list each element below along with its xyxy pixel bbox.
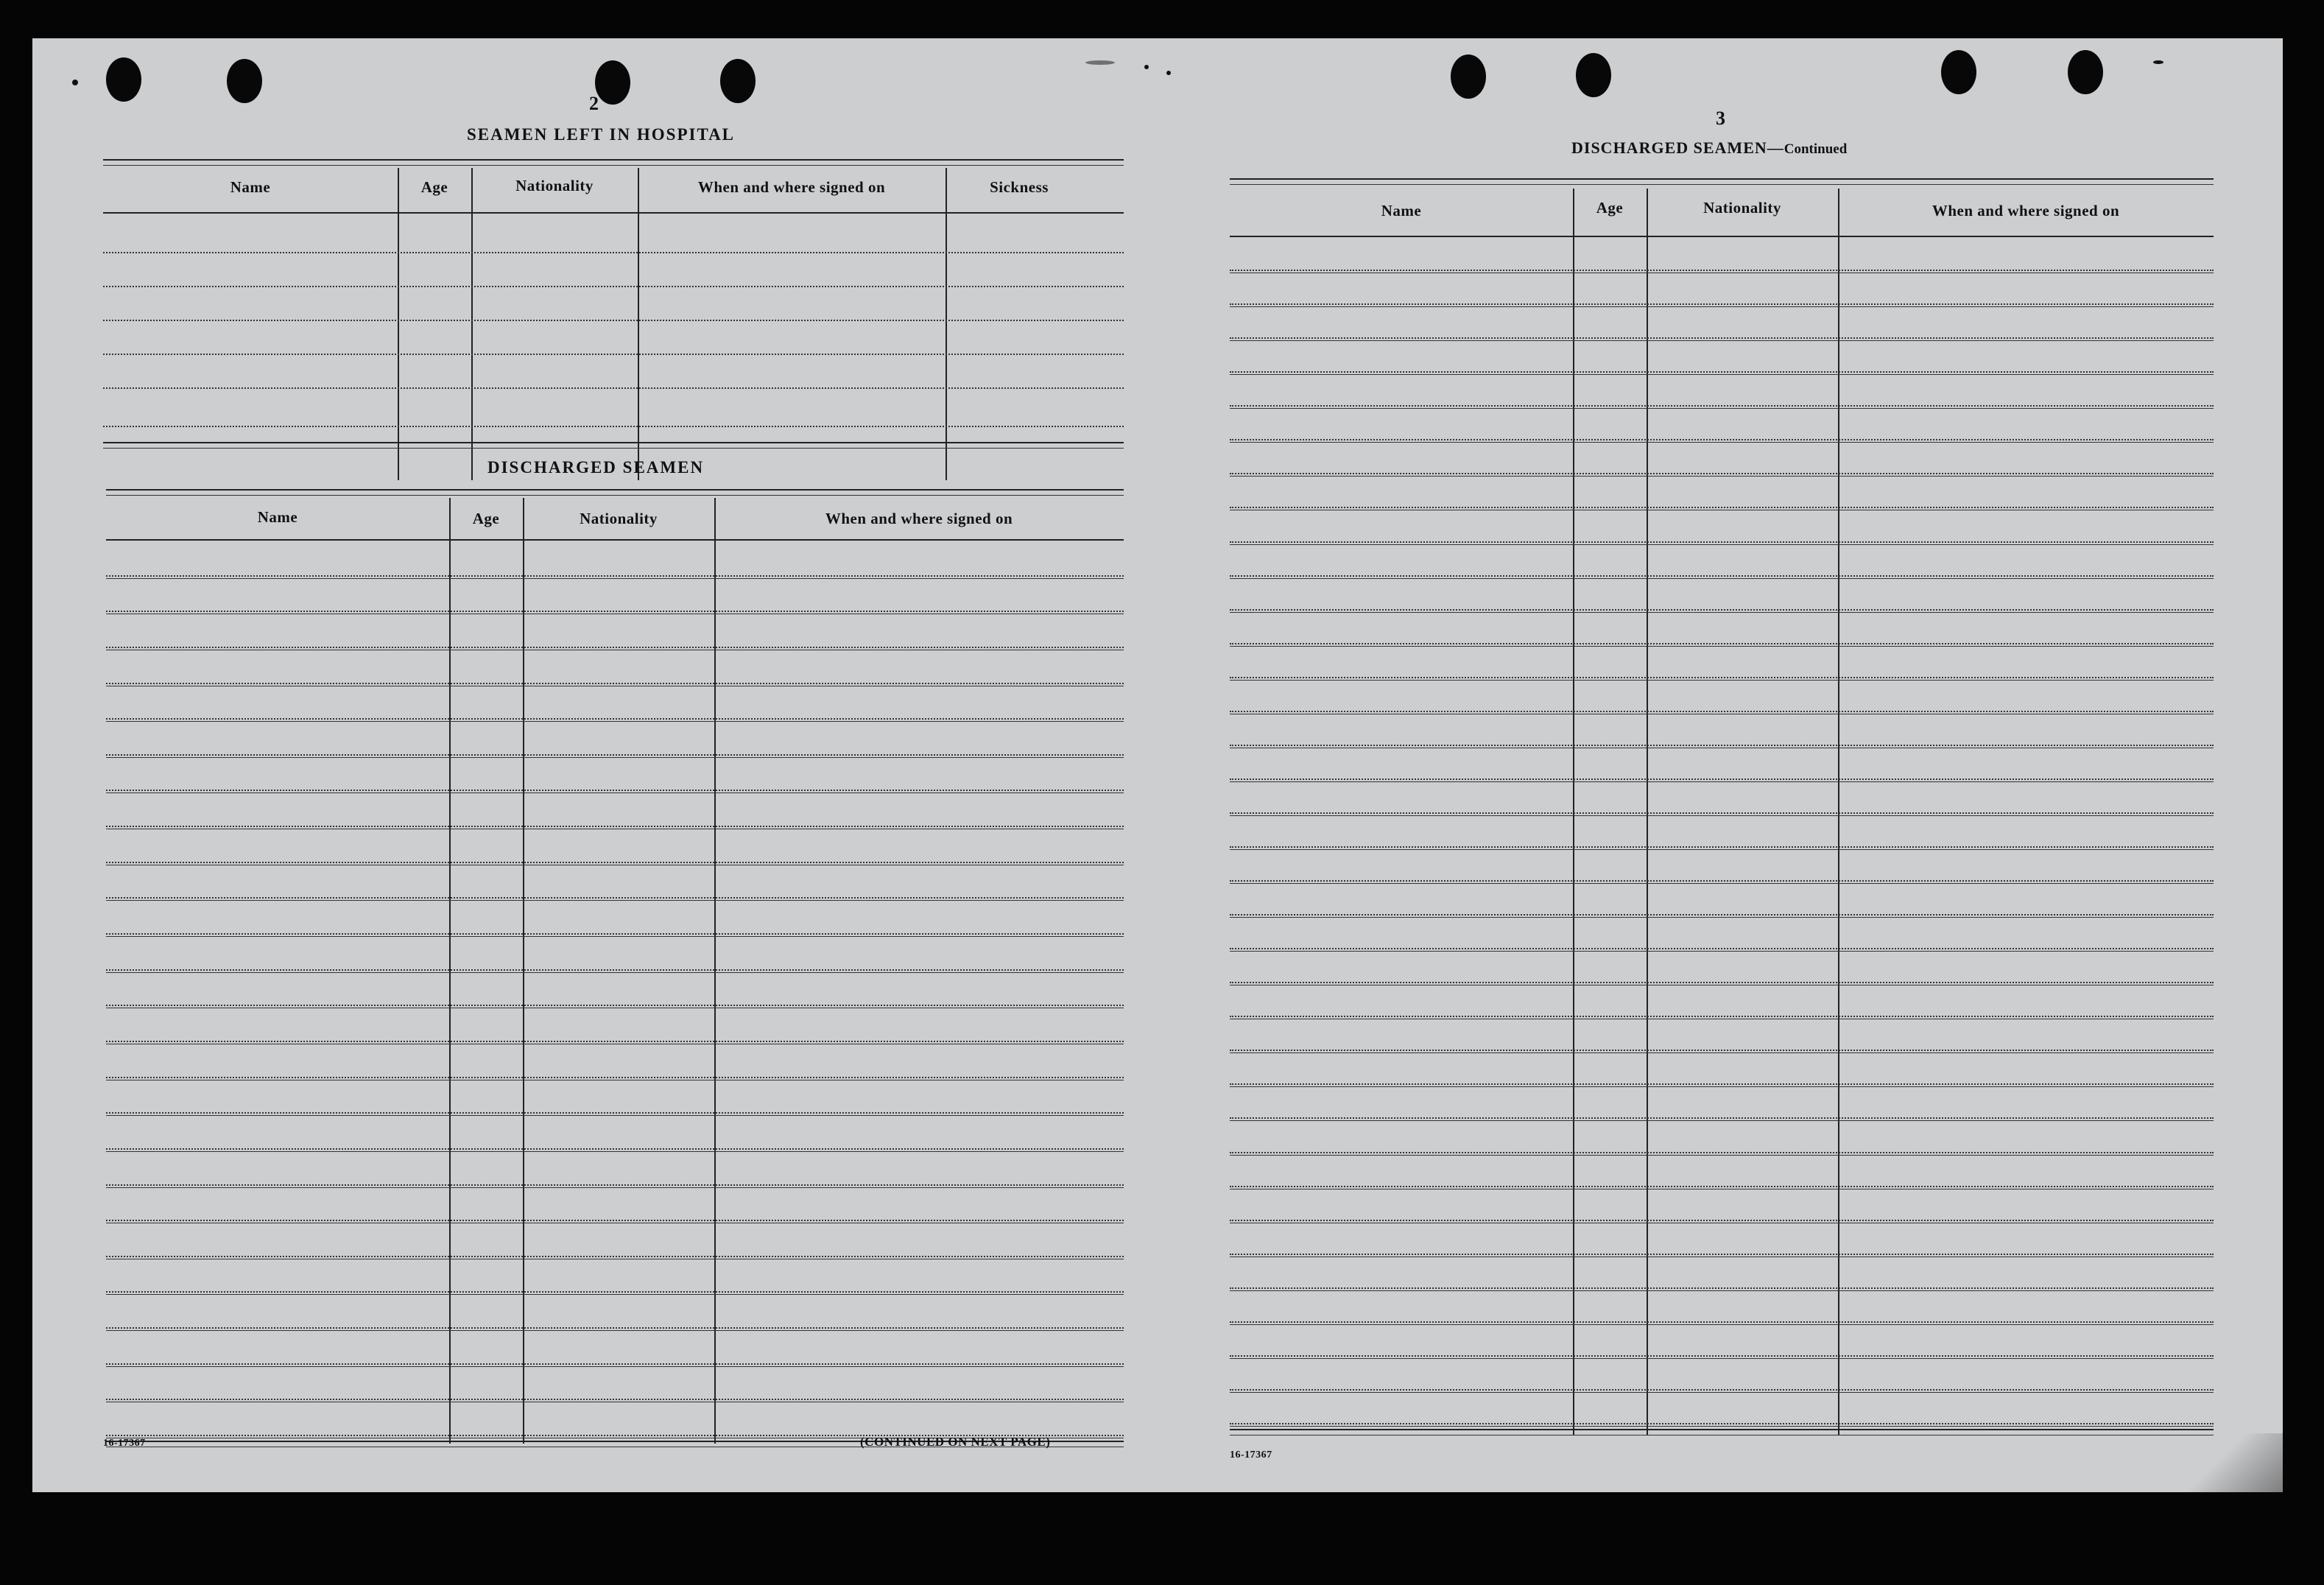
right-table-bottom-rule [1230, 1429, 2214, 1430]
punch-hole [595, 60, 630, 105]
table-row-line [1230, 1355, 2214, 1357]
table-row-line [1230, 779, 2214, 780]
table-row-line [1230, 643, 2214, 644]
ink-speck [1085, 60, 1115, 65]
table-row-line [1230, 745, 2214, 746]
hospital-col-nationality: Nationality [515, 177, 594, 194]
table-row-rule [1230, 917, 2214, 918]
table-row-rule [106, 1115, 1124, 1116]
hospital-row-line [103, 426, 1124, 427]
table-row-line [106, 647, 1124, 648]
hospital-col-name: Name [230, 178, 271, 196]
table-row-line [106, 1077, 1124, 1078]
right-form-number: 16-17367 [1230, 1449, 1272, 1461]
table-row-line [1230, 1287, 2214, 1289]
hospital-col-age: Age [420, 178, 448, 196]
table-row-rule [1230, 1290, 2214, 1291]
table-row-rule [1230, 951, 2214, 952]
table-row-line [106, 897, 1124, 899]
table-row-rule [106, 792, 1124, 793]
table-row-line [1230, 473, 2214, 474]
right-col-age: Age [1596, 199, 1624, 217]
hospital-section-title: SEAMEN LEFT IN HOSPITAL [467, 125, 736, 144]
table-row-rule [1230, 781, 2214, 782]
table-row-line [1230, 1117, 2214, 1119]
right-table-top-rule [1230, 184, 2214, 185]
table-row-rule [106, 578, 1124, 579]
table-row-rule [106, 900, 1124, 901]
left-form-number: 16-17367 [103, 1438, 146, 1449]
table-row-line [1230, 575, 2214, 577]
table-row-rule [106, 1294, 1124, 1295]
page-shadow [2180, 1433, 2283, 1492]
table-row-line [1230, 439, 2214, 440]
table-row-rule [1230, 1052, 2214, 1053]
discharged-col-nationality: Nationality [580, 510, 658, 527]
table-row-line [106, 826, 1124, 827]
right-col-divider [1573, 189, 1574, 1435]
table-row-rule [106, 1151, 1124, 1152]
punch-hole [720, 59, 756, 103]
table-row-line [1230, 677, 2214, 678]
discharged-col-signed-on: When and where signed on [825, 510, 1013, 527]
right-section-title-suffix: Continued [1784, 141, 1848, 157]
right-section-title [1571, 138, 1847, 158]
hospital-table-bottom-rule [103, 448, 1124, 449]
table-row-rule [106, 721, 1124, 722]
table-row-line [106, 790, 1124, 791]
table-row-line [1230, 1220, 2214, 1221]
table-row-rule [1230, 340, 2214, 341]
table-row-rule [106, 1187, 1124, 1188]
hospital-row-line [103, 320, 1124, 321]
table-row-line [106, 1148, 1124, 1150]
table-row-line [1230, 371, 2214, 373]
table-row-rule [1230, 612, 2214, 613]
table-row-line [106, 1005, 1124, 1006]
hospital-col-divider [946, 168, 947, 480]
right-col-name: Name [1381, 202, 1422, 219]
table-row-line [1230, 507, 2214, 508]
discharged-section-title: DISCHARGED SEAMEN [487, 458, 705, 477]
table-row-line [106, 1041, 1124, 1042]
hospital-row-line [103, 252, 1124, 253]
hospital-row-line [103, 387, 1124, 389]
table-row-line [1230, 405, 2214, 407]
discharged-table-top-rule [106, 489, 1124, 491]
discharged-col-divider [449, 498, 451, 1444]
hospital-header-rule [103, 212, 1124, 214]
right-header-rule [1230, 236, 2214, 237]
table-row-rule [1230, 646, 2214, 647]
table-row-rule [1230, 1155, 2214, 1156]
document-sheet [32, 38, 2283, 1492]
table-row-line [106, 862, 1124, 863]
hospital-table-bottom-rule [103, 442, 1124, 443]
table-row-line [106, 611, 1124, 612]
hospital-table-top-rule [103, 159, 1124, 161]
discharged-col-age: Age [472, 510, 500, 527]
table-row-line [1230, 914, 2214, 915]
table-row-rule [1230, 306, 2214, 307]
hospital-col-divider [471, 168, 473, 480]
discharged-col-name: Name [257, 508, 298, 526]
left-page-number: 2 [589, 93, 599, 114]
table-row-rule [1230, 476, 2214, 477]
table-row-line [106, 1363, 1124, 1365]
table-row-rule [1230, 849, 2214, 850]
table-row-line [1230, 711, 2214, 712]
right-section-title-main: DISCHARGED SEAMEN— [1571, 138, 1784, 157]
right-col-divider [1647, 189, 1648, 1435]
table-row-rule [1230, 1086, 2214, 1087]
discharged-col-divider [523, 498, 524, 1444]
table-row-line [1230, 270, 2214, 271]
hospital-col-divider [398, 168, 399, 480]
table-row-rule [1230, 883, 2214, 884]
table-row-line [106, 933, 1124, 935]
table-row-line [1230, 1254, 2214, 1255]
hospital-col-sickness: Sickness [990, 178, 1049, 196]
hospital-row-line [103, 286, 1124, 287]
table-row-line [1230, 812, 2214, 814]
table-row-line [106, 1112, 1124, 1114]
table-row-line [106, 1327, 1124, 1329]
discharged-col-divider [714, 498, 716, 1444]
table-row-rule [1230, 442, 2214, 443]
table-row-line [1230, 948, 2214, 949]
table-row-line [1230, 982, 2214, 983]
punch-hole [1941, 50, 1976, 94]
punch-hole [1576, 53, 1611, 97]
table-row-rule [1230, 408, 2214, 409]
table-row-line [1230, 1423, 2214, 1424]
table-row-rule [1230, 1324, 2214, 1325]
discharged-header-rule [106, 539, 1124, 541]
ink-speck [2153, 60, 2163, 64]
right-col-nationality: Nationality [1703, 199, 1781, 217]
hospital-col-signed-on: When and where signed on [697, 178, 886, 196]
table-row-line [106, 1291, 1124, 1293]
table-row-line [1230, 1321, 2214, 1323]
hospital-table-top-rule [103, 165, 1124, 166]
table-row-line [1230, 1186, 2214, 1187]
table-row-line [1230, 846, 2214, 848]
table-row-rule [1230, 1426, 2214, 1427]
table-row-rule [1230, 374, 2214, 375]
table-row-rule [1230, 1358, 2214, 1359]
table-row-line [106, 683, 1124, 684]
table-row-rule [1230, 544, 2214, 545]
table-row-rule [106, 757, 1124, 758]
ink-speck [1144, 65, 1149, 69]
hospital-col-divider [638, 168, 639, 480]
table-row-rule [106, 936, 1124, 937]
table-row-line [106, 754, 1124, 756]
ink-speck [1166, 71, 1171, 75]
table-row-line [106, 1256, 1124, 1257]
table-row-rule [106, 1366, 1124, 1367]
table-row-line [106, 718, 1124, 720]
punch-hole [1451, 55, 1486, 99]
discharged-table-top-rule [106, 495, 1124, 496]
table-row-line [106, 1184, 1124, 1186]
continued-note: (CONTINUED ON NEXT PAGE) [860, 1435, 1051, 1449]
right-table-top-rule [1230, 178, 2214, 180]
table-row-line [1230, 880, 2214, 882]
table-row-rule [106, 972, 1124, 973]
table-row-line [1230, 337, 2214, 339]
table-row-line [1230, 1050, 2214, 1051]
table-row-line [106, 575, 1124, 577]
table-row-rule [1230, 578, 2214, 579]
punch-hole [106, 57, 141, 102]
table-row-line [1230, 1389, 2214, 1391]
table-row-rule [1230, 815, 2214, 816]
table-row-line [1230, 303, 2214, 305]
table-row-line [1230, 1016, 2214, 1017]
table-row-rule [1230, 1120, 2214, 1121]
table-row-line [1230, 1152, 2214, 1153]
table-row-rule [1230, 1392, 2214, 1393]
table-row-rule [106, 1330, 1124, 1331]
table-row-line [106, 1399, 1124, 1400]
table-row-line [1230, 1083, 2214, 1085]
table-row-rule [1230, 680, 2214, 681]
hospital-row-line [103, 354, 1124, 355]
table-row-line [106, 969, 1124, 971]
right-page-number: 3 [1716, 108, 1725, 129]
table-row-line [106, 1220, 1124, 1221]
right-col-divider [1838, 189, 1839, 1435]
ink-speck [72, 80, 78, 85]
right-col-signed-on: When and where signed on [1932, 202, 2120, 219]
punch-hole [2068, 50, 2103, 94]
punch-hole [227, 59, 262, 103]
table-row-line [1230, 609, 2214, 611]
table-row-line [1230, 541, 2214, 543]
